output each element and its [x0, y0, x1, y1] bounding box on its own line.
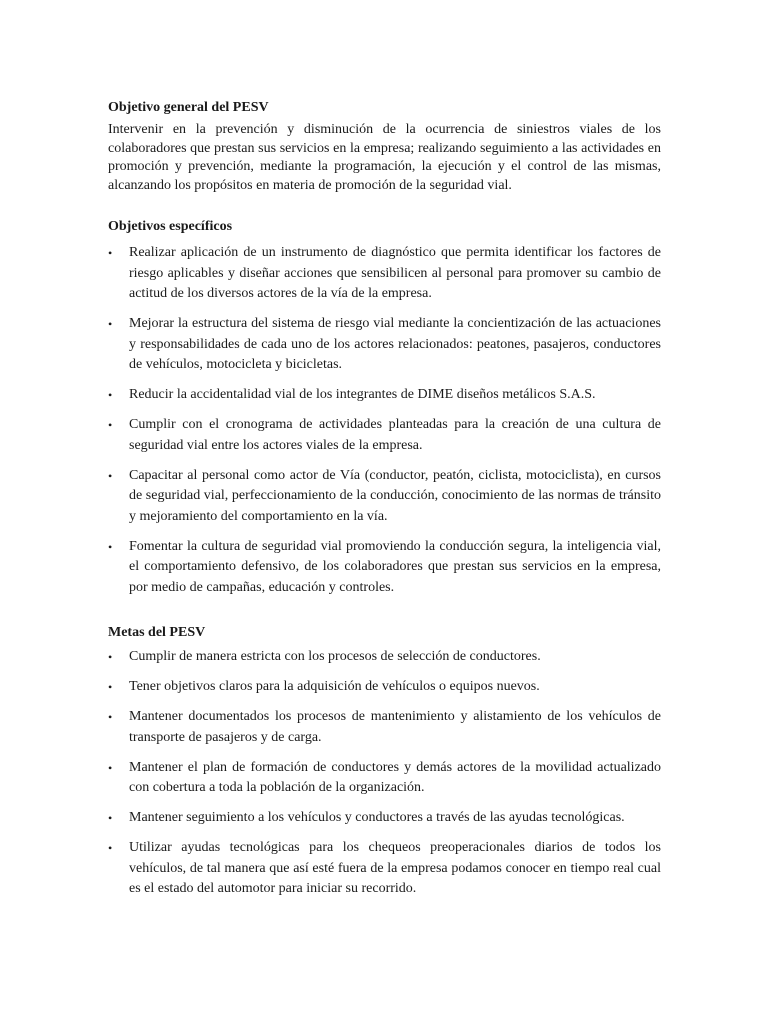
- bullet-icon: •: [108, 388, 113, 402]
- list-item-text: Mantener seguimiento a los vehículos y conductores a través de las ayudas tecnológicas.: [129, 810, 625, 825]
- list-objetivos-especificos: [108, 243, 661, 598]
- list-item-text: Mejorar la estructura del sistema de riesgo vial mediante la concientización de las actuaciones y responsabilidades de cada uno de los actores relacionados: peatones, pasajeros, conductores de vehículos, motocicleta y bicicletas.: [129, 316, 661, 372]
- list-metas: [108, 647, 661, 900]
- list-item-text: Tener objetivos claros para la adquisición de vehículos o equipos nuevos.: [129, 679, 540, 694]
- list-item: [108, 808, 661, 829]
- bullet-icon: •: [108, 317, 113, 331]
- list-item: [108, 838, 661, 900]
- list-item-text: Fomentar la cultura de seguridad vial promoviendo la conducción segura, la inteligencia vial, el comportamiento defensivo, de los colaboradores que prestan sus servicios en la empresa, por medio de campañas, educación y controles.: [129, 538, 661, 595]
- document-content: [108, 98, 661, 909]
- bullet-icon: •: [108, 760, 113, 775]
- list-item: [108, 466, 661, 528]
- list-item-text: Cumplir de manera estricta con los procesos de selección de conductores.: [129, 649, 541, 664]
- bullet-icon: •: [108, 539, 113, 554]
- bullet-icon: •: [108, 710, 113, 724]
- list-item-text: Cumplir con el cronograma de actividades planteadas para la creación de una cultura de seguridad vial entre los actores viales de la empresa.: [129, 417, 661, 453]
- heading-objetivos-especificos: Objetivos específicos: [108, 219, 233, 234]
- list-item: [108, 537, 661, 599]
- bullet-icon: •: [108, 841, 113, 855]
- list-item: [108, 385, 661, 406]
- bullet-icon: •: [108, 650, 113, 664]
- list-item: [108, 647, 661, 668]
- bullet-icon: •: [108, 418, 113, 432]
- heading-objetivo-general: Objetivo general del PESV: [108, 100, 269, 115]
- paragraph-objetivo-general: Intervenir en la prevención y disminución de la ocurrencia de siniestros viales de los colaboradores que prestan sus servicios en la empresa; realizando seguimiento a las actividades en promoción y prevención, mediante la programación, la ejecución y el control de las mismas, alcanzando los propósitos en materia de promoción de la seguridad vial.: [108, 122, 661, 193]
- list-item-text: Realizar aplicación de un instrumento de diagnóstico que permita identificar los factores de riesgo aplicables y diseñar acciones que sensibilicen al personal para promover su cambio de actitud de los diversos actores de la vía de la empresa.: [129, 245, 661, 301]
- list-item: [108, 314, 661, 376]
- list-item: [108, 415, 661, 456]
- list-item-text: Capacitar al personal como actor de Vía (conductor, peatón, ciclista, motociclista), en cursos de seguridad vial, perfeccionamiento de la conducción, conocimiento de las normas de tránsito y mejoramiento del comportamiento en la vía.: [129, 467, 661, 524]
- bullet-icon: •: [108, 680, 113, 694]
- bullet-icon: •: [108, 468, 113, 483]
- list-item-text: Mantener documentados los procesos de mantenimiento y alistamiento de los vehículos de transporte de pasajeros y de carga.: [129, 709, 661, 745]
- list-item: [108, 758, 661, 799]
- heading-metas: Metas del PESV: [108, 625, 206, 640]
- list-item: [108, 707, 661, 748]
- list-item-text: Utilizar ayudas tecnológicas para los chequeos preoperacionales diarios de todos los vehículos, de tal manera que así esté fuera de la empresa podamos conocer en tiempo real cual es el estado del automotor para iniciar su recorrido.: [129, 840, 661, 896]
- list-item: [108, 243, 661, 305]
- list-item-text: Reducir la accidentalidad vial de los integrantes de DIME diseños metálicos S.A.S.: [129, 387, 596, 402]
- list-item: [108, 677, 661, 698]
- bullet-icon: •: [108, 811, 113, 825]
- list-item-text: Mantener el plan de formación de conductores y demás actores de la movilidad actualizado con cobertura a toda la población de la organización.: [129, 759, 661, 795]
- bullet-icon: •: [108, 246, 113, 260]
